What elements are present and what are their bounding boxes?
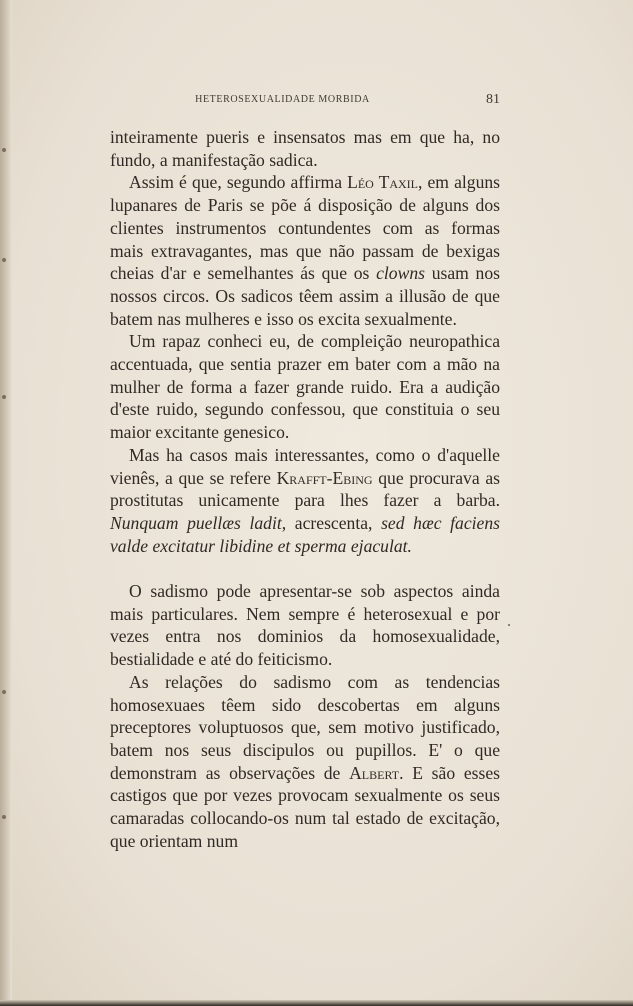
body-text bbox=[110, 126, 500, 852]
paper-speck bbox=[508, 624, 510, 626]
text-run: usam nos nossos circos. Os sadicos têem assim a illusão de que batem nas mulheres e isso os excita sexualmente. bbox=[110, 263, 500, 329]
author-name: Krafft-Ebing bbox=[276, 467, 373, 488]
paragraph bbox=[110, 171, 500, 330]
text-run: . E são esses castigos que por vezes provocam sexualmente os seus camaradas collocando-os num tal estado de excitação, que orientam num bbox=[110, 762, 500, 851]
paragraph bbox=[110, 444, 500, 558]
running-head bbox=[110, 94, 500, 110]
text-run: Assim é que, segundo affirma bbox=[129, 172, 348, 193]
text-run: As relações do sadismo com as tendencias homosexuaes têem sido descobertas em alguns preceptores voluptuosos que, sem motivo justificado, batem nos seus discipulos ou pupillos. E' o que demonstram as observações de bbox=[110, 671, 500, 783]
page-bottom-edge bbox=[0, 1000, 633, 1006]
author-name: Léo Taxil bbox=[347, 172, 419, 193]
paragraph bbox=[110, 671, 500, 853]
paragraph: inteiramente pueris e insensatos mas em que ha, no fundo, a manifestação sadica. bbox=[110, 127, 500, 170]
running-head-title: HETEROSEXUALIDADE MORBIDA bbox=[195, 94, 370, 105]
text-run: Mas ha casos mais interessantes, como o d'aquelle vienês, a que se refere bbox=[110, 444, 500, 488]
latin-quote: sed hæc faciens valde excitatur libidine et sperma ejaculat. bbox=[110, 512, 500, 556]
page-number: 81 bbox=[486, 92, 500, 107]
author-name: Albert bbox=[349, 762, 400, 783]
paragraph: Um rapaz conheci eu, de compleição neuropathica accentuada, que sentia prazer em bater com a mão na mulher de forma a fazer grande ruido. Era a audição d'este ruido, segundo confessou, que constituia o seu maior excitante genesico. bbox=[110, 331, 500, 443]
text-run: que procurava as prostitutas unicamente para lhes fazer a barba. bbox=[110, 467, 500, 511]
latin-quote: Nunquam puellæs ladit, bbox=[110, 512, 287, 533]
paragraph: O sadismo pode apresentar-se sob aspectos ainda mais particulares. Nem sempre é heterosexual e por vezes entra nos dominios da homosexualidade, bestialidade e até do feiticismo. bbox=[110, 581, 500, 670]
text-run: , em alguns lupanares de Paris se põe á disposição de alguns dos clientes instrumentos contundentes com as formas mais extravagantes, mas que não passam de bexigas cheias d'ar e semelhantes ás que os bbox=[110, 172, 501, 284]
text-run: acrescenta, bbox=[286, 512, 382, 533]
italic-word: clowns bbox=[376, 263, 425, 284]
